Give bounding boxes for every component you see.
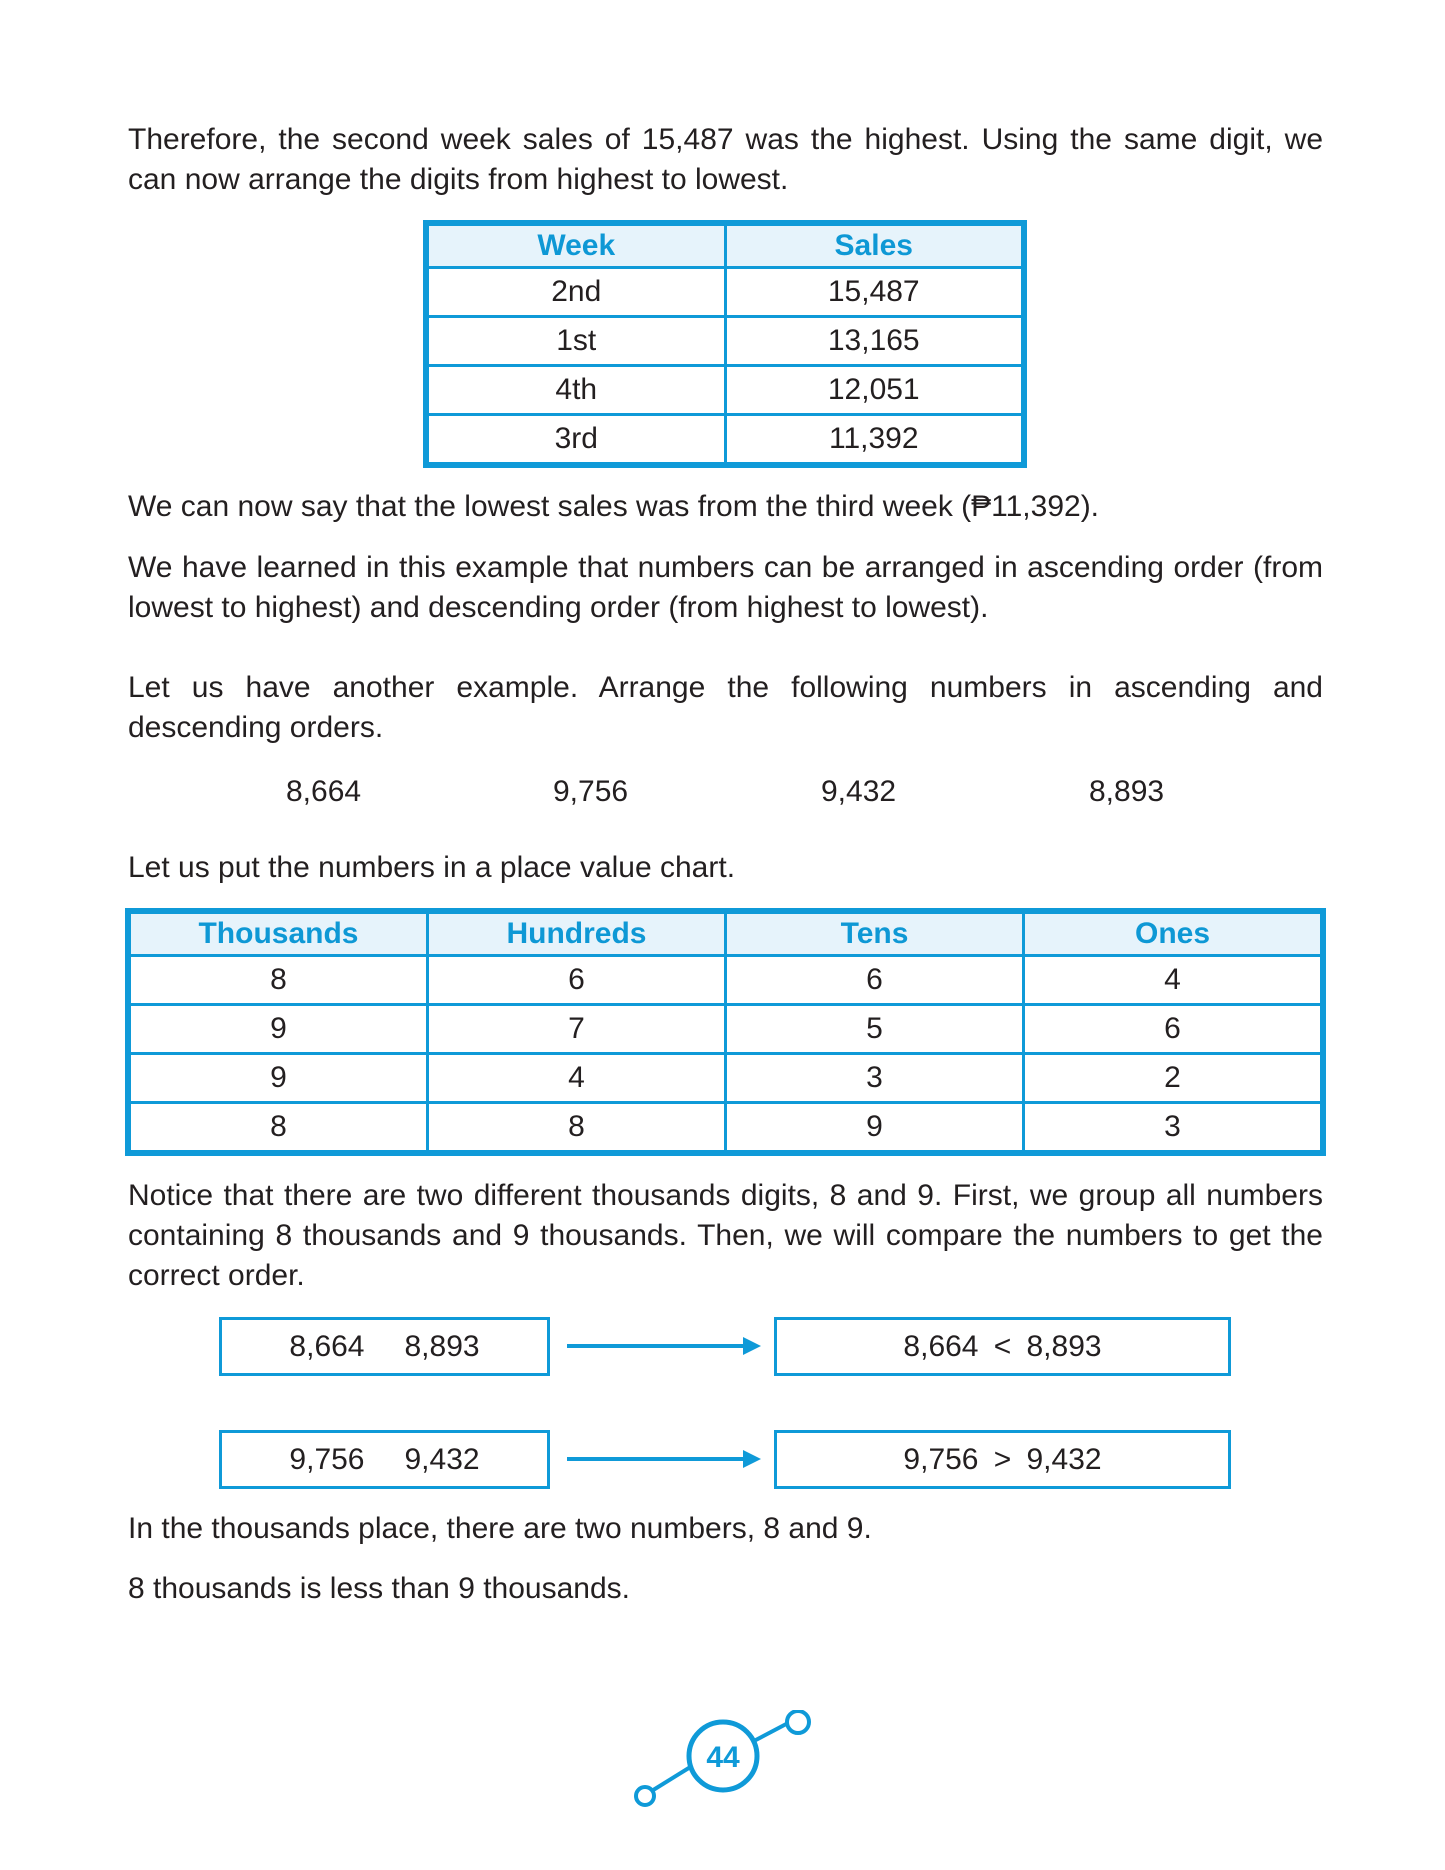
place-value-table bbox=[128, 911, 1323, 1153]
digit-cell: 9 bbox=[130, 1005, 428, 1054]
digit-cell: 4 bbox=[1024, 956, 1322, 1005]
table-row bbox=[428, 415, 1023, 464]
number-label: 8,893 bbox=[404, 1329, 480, 1363]
digit-cell: 8 bbox=[130, 956, 428, 1005]
week-cell: 2nd bbox=[428, 268, 726, 317]
sales-table-header-sales: Sales bbox=[725, 225, 1023, 268]
comparison-symbol: < bbox=[993, 1329, 1012, 1363]
table-row bbox=[428, 366, 1023, 415]
table-row bbox=[130, 956, 1322, 1005]
table-row bbox=[130, 1005, 1322, 1054]
small-circle-icon bbox=[787, 1711, 809, 1733]
place-header-hundreds: Hundreds bbox=[428, 913, 726, 956]
digit-cell: 8 bbox=[428, 1103, 726, 1152]
place-header-thousands: Thousands bbox=[130, 913, 428, 956]
week-cell: 4th bbox=[428, 366, 726, 415]
week-cell: 1st bbox=[428, 317, 726, 366]
table-row bbox=[130, 1103, 1322, 1152]
digit-cell: 3 bbox=[726, 1054, 1024, 1103]
comparison-symbol: > bbox=[993, 1442, 1012, 1476]
number-label: 9,756 bbox=[903, 1442, 979, 1476]
chart-intro: Let us put the numbers in a place value chart. bbox=[128, 851, 736, 884]
digit-cell: 2 bbox=[1024, 1054, 1322, 1103]
example-number: 8,664 bbox=[286, 775, 362, 808]
example-number: 9,756 bbox=[553, 775, 629, 808]
thousands-note: In the thousands place, there are two numbers, 8 and 9. bbox=[128, 1512, 872, 1545]
page-number: 44 bbox=[706, 1741, 740, 1774]
place-header-tens: Tens bbox=[726, 913, 1024, 956]
week-cell: 3rd bbox=[428, 415, 726, 464]
learned-paragraph: We have learned in this example that numbers can be arranged in ascending order (from lowest to highest) and descending order (from highest to lowest). bbox=[128, 551, 1323, 624]
page-number-badge bbox=[630, 1710, 820, 1810]
sales-table bbox=[426, 223, 1024, 465]
digit-cell: 3 bbox=[1024, 1103, 1322, 1152]
digit-cell: 6 bbox=[1024, 1005, 1322, 1054]
small-circle-icon bbox=[636, 1787, 654, 1805]
comparison-box bbox=[774, 1317, 1231, 1376]
number-label: 8,664 bbox=[903, 1329, 979, 1363]
sales-cell: 13,165 bbox=[725, 317, 1023, 366]
connector-line-icon bbox=[752, 1722, 790, 1742]
digit-cell: 9 bbox=[130, 1054, 428, 1103]
lowest-sales-note: We can now say that the lowest sales was from the third week (₱11,392). bbox=[128, 490, 1100, 523]
number-label: 9,432 bbox=[1026, 1442, 1102, 1476]
digit-cell: 6 bbox=[726, 956, 1024, 1005]
example-number: 8,893 bbox=[1089, 775, 1165, 808]
table-row bbox=[428, 317, 1023, 366]
digit-cell: 7 bbox=[428, 1005, 726, 1054]
number-label: 8,664 bbox=[289, 1329, 365, 1363]
digit-cell: 8 bbox=[130, 1103, 428, 1152]
comparison-box bbox=[774, 1430, 1231, 1489]
place-header-ones: Ones bbox=[1024, 913, 1322, 956]
connector-line-icon bbox=[650, 1766, 692, 1792]
example-prompt: Let us have another example. Arrange the following numbers in ascending and descending orders. bbox=[128, 671, 1323, 744]
sales-cell: 11,392 bbox=[725, 415, 1023, 464]
right-arrow-icon bbox=[565, 1447, 765, 1471]
right-arrow-icon bbox=[565, 1334, 765, 1358]
digit-cell: 9 bbox=[726, 1103, 1024, 1152]
number-label: 9,432 bbox=[404, 1442, 480, 1476]
digit-cell: 6 bbox=[428, 956, 726, 1005]
sales-cell: 12,051 bbox=[725, 366, 1023, 415]
notice-paragraph: Notice that there are two different thousands digits, 8 and 9. First, we group all numbers containing 8 thousands and 9 thousands. Then, we will compare the numbers to get the correct order. bbox=[128, 1179, 1323, 1292]
number-label: 8,893 bbox=[1026, 1329, 1102, 1363]
compare-note: 8 thousands is less than 9 thousands. bbox=[128, 1572, 631, 1605]
group-box bbox=[219, 1430, 550, 1489]
digit-cell: 5 bbox=[726, 1005, 1024, 1054]
sales-cell: 15,487 bbox=[725, 268, 1023, 317]
group-box bbox=[219, 1317, 550, 1376]
digit-cell: 4 bbox=[428, 1054, 726, 1103]
example-number: 9,432 bbox=[821, 775, 897, 808]
table-row bbox=[130, 1054, 1322, 1103]
number-label: 9,756 bbox=[289, 1442, 365, 1476]
sales-table-header-week: Week bbox=[428, 225, 726, 268]
intro-paragraph: Therefore, the second week sales of 15,487 was the highest. Using the same digit, we can now arrange the digits from highest to lowest. bbox=[128, 123, 1323, 196]
table-row bbox=[428, 268, 1023, 317]
